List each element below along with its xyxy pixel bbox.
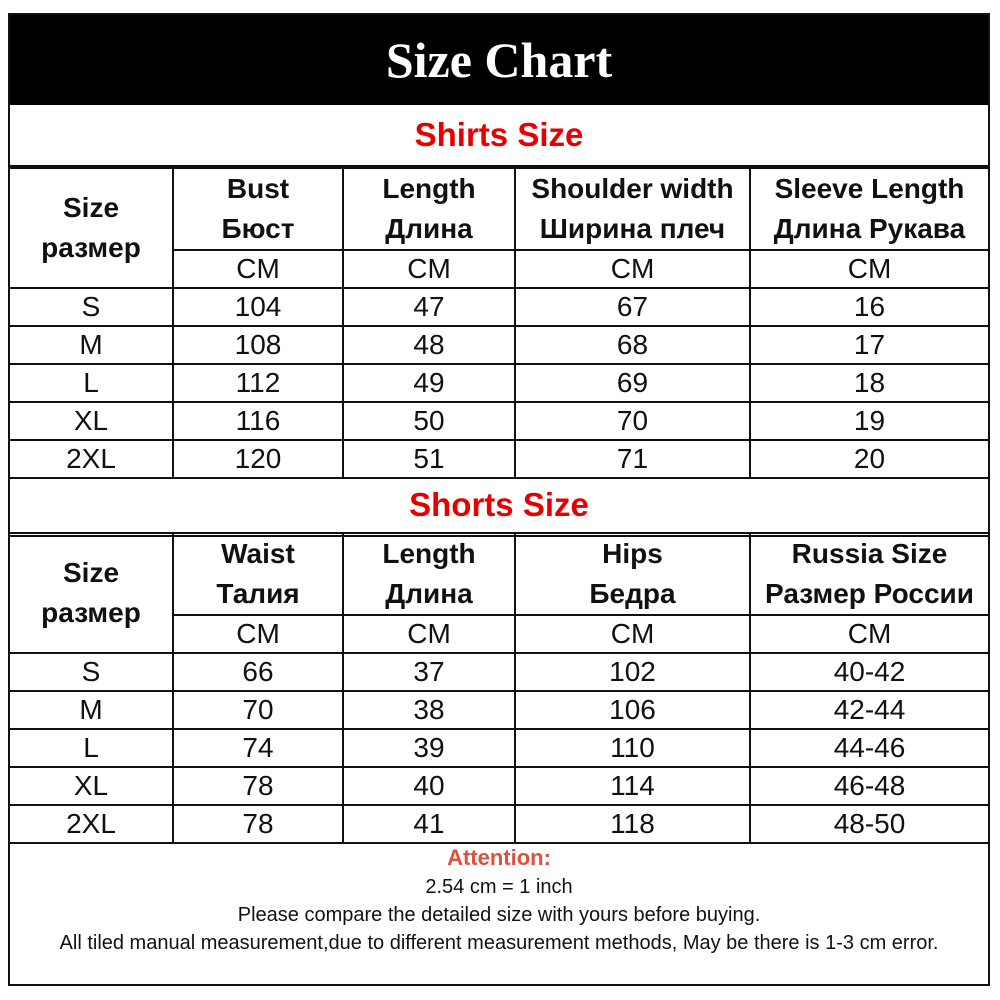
size-cell: L <box>10 729 173 767</box>
value-cell: 78 <box>173 805 343 843</box>
table-row <box>10 767 988 805</box>
table-row <box>10 364 988 402</box>
table-row <box>10 402 988 440</box>
value-cell: 41 <box>343 805 515 843</box>
attention-line: All tiled manual measurement,due to different measurement methods, May be there is 1-3 cm error. <box>59 932 939 954</box>
value-cell: 20 <box>750 440 988 478</box>
attention-line: 2.54 cm = 1 inch <box>425 876 573 898</box>
column-header-length: Length Длина <box>343 168 515 250</box>
value-cell: 40 <box>343 767 515 805</box>
value-cell: 37 <box>343 653 515 691</box>
table-row <box>10 440 988 478</box>
value-cell: 106 <box>515 691 750 729</box>
table-row <box>10 691 988 729</box>
value-cell: 40-42 <box>750 653 988 691</box>
size-column-header: Size размер <box>10 533 173 653</box>
table-row <box>10 805 988 843</box>
table-row <box>10 326 988 364</box>
column-header-sleeve-length: Sleeve Length Длина Рукава <box>750 168 988 250</box>
table-row <box>10 653 988 691</box>
value-cell: 19 <box>750 402 988 440</box>
page-title: Size Chart <box>10 15 988 105</box>
size-cell: M <box>10 691 173 729</box>
value-cell: 51 <box>343 440 515 478</box>
value-cell: 39 <box>343 729 515 767</box>
value-cell: 104 <box>173 288 343 326</box>
size-column-header: Size размер <box>10 168 173 288</box>
column-header-shoulder-width: Shoulder width Ширина плеч <box>515 168 750 250</box>
attention-line: Please compare the detailed size with yours before buying. <box>237 904 761 926</box>
size-chart-frame <box>8 13 990 986</box>
size-cell: M <box>10 326 173 364</box>
value-cell: 71 <box>515 440 750 478</box>
value-cell: 49 <box>343 364 515 402</box>
value-cell: 78 <box>173 767 343 805</box>
value-cell: 120 <box>173 440 343 478</box>
unit-cell: CM <box>750 615 988 653</box>
size-cell: S <box>10 288 173 326</box>
value-cell: 69 <box>515 364 750 402</box>
value-cell: 50 <box>343 402 515 440</box>
column-header-waist: Waist Талия <box>173 533 343 615</box>
attention-note <box>10 843 988 957</box>
value-cell: 110 <box>515 729 750 767</box>
value-cell: 116 <box>173 402 343 440</box>
column-header-length: Length Длина <box>343 533 515 615</box>
unit-cell: CM <box>515 615 750 653</box>
value-cell: 47 <box>343 288 515 326</box>
size-cell: 2XL <box>10 440 173 478</box>
value-cell: 48-50 <box>750 805 988 843</box>
value-cell: 74 <box>173 729 343 767</box>
value-cell: 70 <box>173 691 343 729</box>
attention-title: Attention: <box>447 845 551 870</box>
value-cell: 38 <box>343 691 515 729</box>
value-cell: 67 <box>515 288 750 326</box>
shirts-heading: Shirts Size <box>10 105 988 167</box>
unit-cell: CM <box>173 250 343 288</box>
value-cell: 66 <box>173 653 343 691</box>
value-cell: 70 <box>515 402 750 440</box>
value-cell: 112 <box>173 364 343 402</box>
unit-cell: CM <box>343 615 515 653</box>
value-cell: 114 <box>515 767 750 805</box>
shorts-table <box>10 532 988 844</box>
size-cell: XL <box>10 402 173 440</box>
value-cell: 42-44 <box>750 691 988 729</box>
column-header-bust: Bust Бюст <box>173 168 343 250</box>
shorts-heading: Shorts Size <box>10 475 988 537</box>
table-row <box>10 729 988 767</box>
value-cell: 44-46 <box>750 729 988 767</box>
unit-cell: CM <box>173 615 343 653</box>
unit-cell: CM <box>515 250 750 288</box>
value-cell: 68 <box>515 326 750 364</box>
value-cell: 46-48 <box>750 767 988 805</box>
value-cell: 108 <box>173 326 343 364</box>
value-cell: 118 <box>515 805 750 843</box>
value-cell: 16 <box>750 288 988 326</box>
size-cell: XL <box>10 767 173 805</box>
size-cell: S <box>10 653 173 691</box>
column-header-hips: Hips Бедра <box>515 533 750 615</box>
unit-cell: CM <box>343 250 515 288</box>
unit-cell: CM <box>750 250 988 288</box>
size-cell: 2XL <box>10 805 173 843</box>
value-cell: 48 <box>343 326 515 364</box>
size-cell: L <box>10 364 173 402</box>
value-cell: 18 <box>750 364 988 402</box>
shirts-table <box>10 167 988 479</box>
value-cell: 17 <box>750 326 988 364</box>
table-row <box>10 288 988 326</box>
value-cell: 102 <box>515 653 750 691</box>
column-header-russia-size: Russia Size Размер России <box>750 533 988 615</box>
